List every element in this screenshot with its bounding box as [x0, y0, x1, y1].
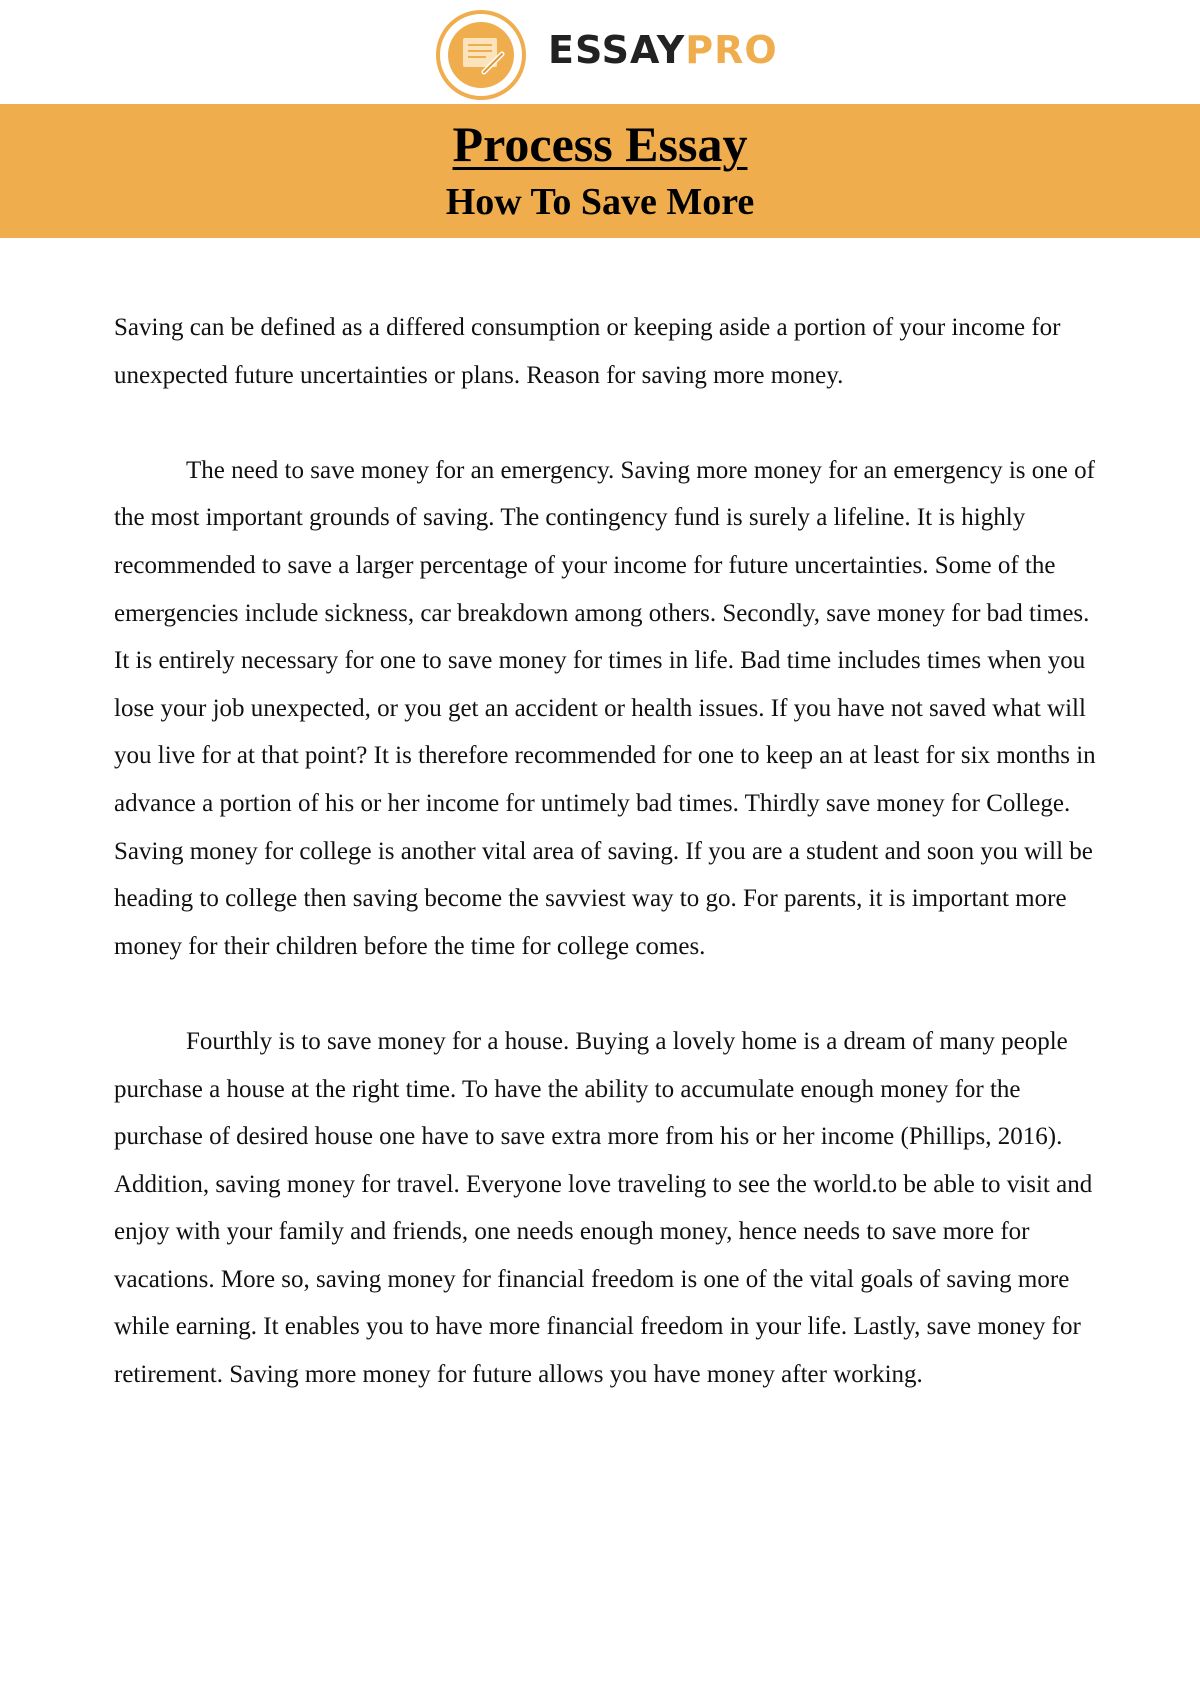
- essay-paragraph: Fourthly is to save money for a house. Buying a lovely home is a dream of many people purchase a house at the right time. To have the ability to accumulate enough money for the purchase of desired house one have to save extra more from his or her income (Phillips, 2016). Addition, saving money for travel. Everyone love traveling to see the world.to be able to visit and enjoy with your family and friends, one needs enough money, hence needs to save more for vacations. More so, saving money for financial freedom is one of the vital goals of saving more while earning. It enables you to have more financial freedom in your life. Lastly, save money for retirement. Saving more money for future allows you have money after working.: [114, 1027, 1093, 1389]
- brand-header: [0, 0, 1200, 104]
- notepad-pencil-icon: [434, 8, 528, 102]
- brand-name-essay: ESSAY: [548, 28, 686, 72]
- page-title: Process Essay: [452, 116, 748, 172]
- brand-name-pro: PRO: [685, 28, 778, 72]
- essay-body: [114, 304, 1096, 1446]
- essay-paragraph: The need to save money for an emergency. Saving more money for an emergency is one of the most important grounds of saving. The contingency fund is surely a lifeline. It is highly recommended to save a larger percentage of your income for future uncertainties. Some of the emergencies include sickness, car breakdown among others. Secondly, save money for bad times. It is entirely necessary for one to save money for times in life. Bad time includes times when you lose your job unexpected, or you get an accident or health issues. If you have not saved what will you live for at that point? It is therefore recommended for one to keep an at least for six months in advance a portion of his or her income for untimely bad times. Thirdly save money for College. Saving money for college is another vital area of saving. If you are a student and soon you will be heading to college then saving become the savviest way to go. For parents, it is important more money for their children before the time for college comes.: [114, 456, 1096, 960]
- page-subtitle: How To Save More: [445, 181, 755, 223]
- brand-logo-text: [548, 26, 778, 74]
- essay-paragraph: Saving can be defined as a differed consumption or keeping aside a portion of your income for unexpected future uncertainties or plans. Reason for saving more money.: [114, 314, 1061, 389]
